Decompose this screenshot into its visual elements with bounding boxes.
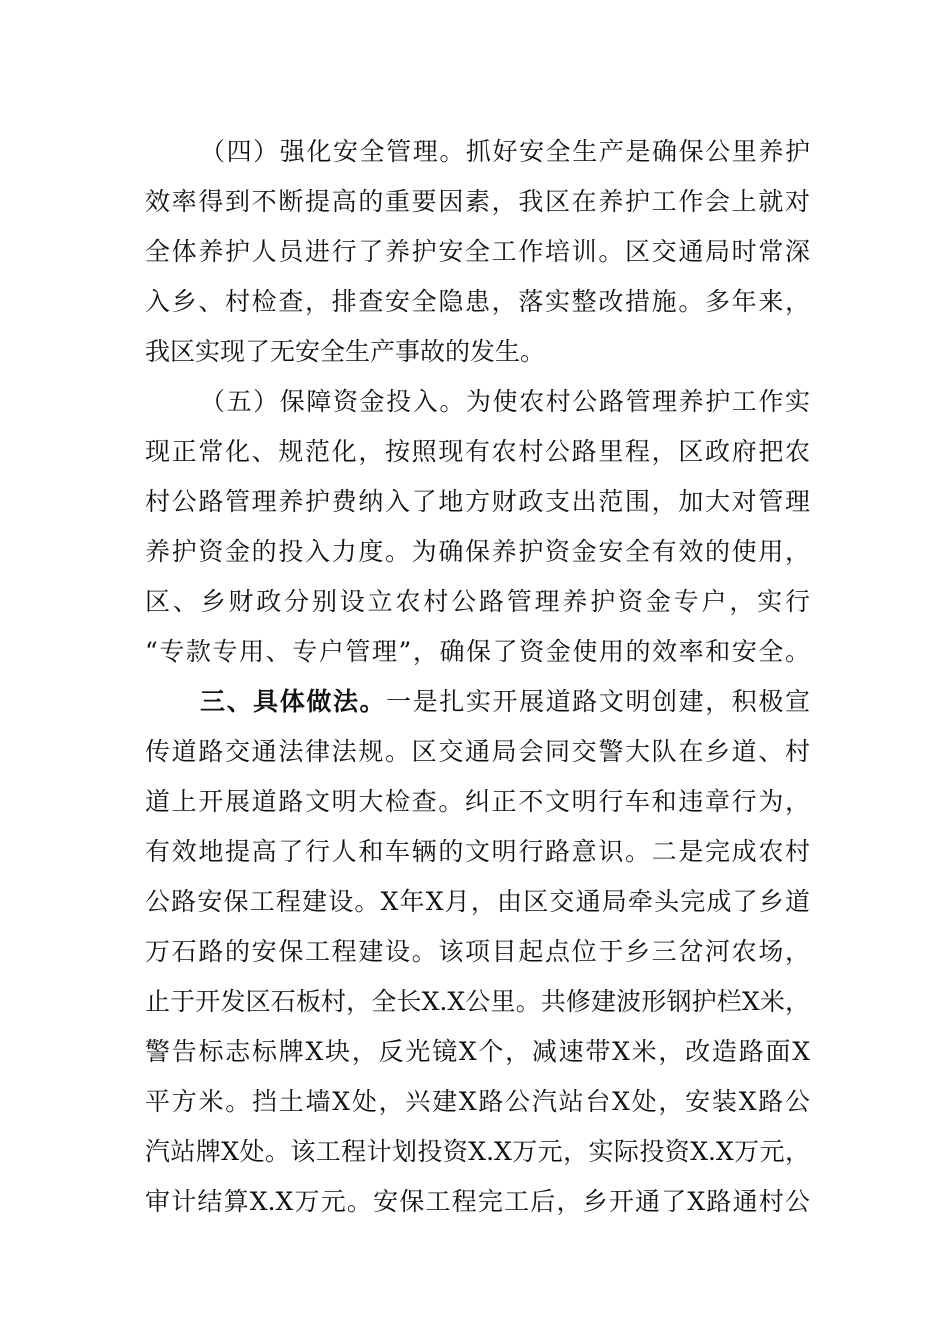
paragraph-line: 效率得到不断提高的重要因素，我区在养护工作会上就对 xyxy=(145,187,810,216)
section-heading: 三、具体做法。 xyxy=(200,687,387,716)
paragraph-line: 有效地提高了行人和车辆的文明行路意识。二是完成农村 xyxy=(145,837,810,866)
paragraph-line: 村公路管理养护费纳入了地方财政支出范围，加大对管理 xyxy=(145,487,810,516)
paragraph-line: （五）保障资金投入。为使农村公路管理养护工作实 xyxy=(200,387,810,416)
paragraph-line: （四）强化安全管理。抓好安全生产是确保公里养护 xyxy=(200,137,810,166)
paragraph-line: 汽站牌X处。该工程计划投资X.X万元，实际投资X.X万元， xyxy=(145,1137,810,1166)
paragraph-line: 现正常化、规范化，按照现有农村公路里程，区政府把农 xyxy=(145,437,810,466)
paragraph-line: 养护资金的投入力度。为确保养护资金安全有效的使用， xyxy=(145,537,810,566)
section-heading-line xyxy=(200,682,810,722)
paragraph-line: 道上开展道路文明大检查。纠正不文明行车和违章行为， xyxy=(145,787,810,816)
paragraph-line-text: 一是扎实开展道路文明创建，积极宣 xyxy=(386,687,810,716)
paragraph-line: 传道路交通法律法规。区交通局会同交警大队在乡道、村 xyxy=(145,737,810,766)
paragraph-line: 区、乡财政分别设立农村公路管理养护资金专户，实行 xyxy=(145,587,810,616)
paragraph-line: 公路安保工程建设。X年X月，由区交通局牵头完成了乡道 xyxy=(145,887,810,916)
paragraph-line: 入乡、村检查，排查安全隐患，落实整改措施。多年来， xyxy=(145,287,810,316)
paragraph-line: 止于开发区石板村，全长X.X公里。共修建波形钢护栏X米， xyxy=(145,987,810,1016)
paragraph-line: 警告标志标牌X块，反光镜X个，减速带X米，改造路面X xyxy=(145,1037,810,1066)
paragraph-line: 全体养护人员进行了养护安全工作培训。区交通局时常深 xyxy=(145,237,810,266)
paragraph-line: 我区实现了无安全生产事故的发生。 xyxy=(145,337,546,366)
paragraph-line: “专款专用、专户管理”，确保了资金使用的效率和安全。 xyxy=(145,637,810,666)
paragraph-line: 万石路的安保工程建设。该项目起点位于乡三岔河农场， xyxy=(145,937,810,966)
paragraph-line: 审计结算X.X万元。安保工程完工后，乡开通了X路通村公 xyxy=(145,1187,810,1216)
paragraph-line: 平方米。挡土墙X处，兴建X路公汽站台X处，安装X路公 xyxy=(145,1087,810,1116)
